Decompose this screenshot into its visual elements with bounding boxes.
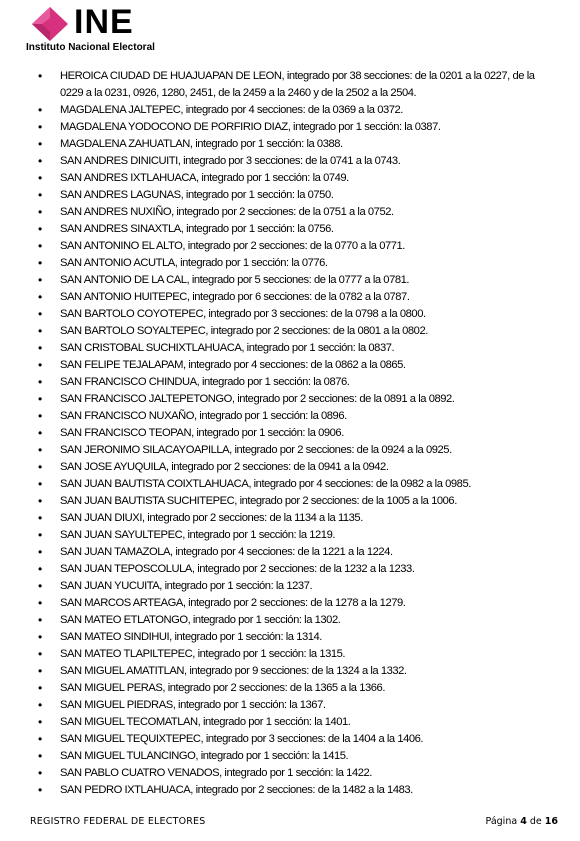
list-item: • SAN FELIPE TEJALAPAM, integrado por 4 secciones: de la 0862 a la 0865. xyxy=(36,357,546,374)
page-indicator xyxy=(486,816,558,827)
list-item: • SAN MIGUEL AMATITLAN, integrado por 9 secciones: de la 1324 a la 1332. xyxy=(36,663,546,680)
list-item: • SAN ANDRES SINAXTLA, integrado por 1 sección: la 0756. xyxy=(36,221,546,238)
list-item: • SAN FRANCISCO NUXAÑO, integrado por 1 sección: la 0896. xyxy=(36,408,546,425)
list-item: • SAN ANDRES IXTLAHUACA, integrado por 1 sección: la 0749. xyxy=(36,170,546,187)
list-item: • SAN JUAN TAMAZOLA, integrado por 4 secciones: de la 1221 a la 1224. xyxy=(36,544,546,561)
list-item: • SAN MIGUEL TULANCINGO, integrado por 1 sección: la 1415. xyxy=(36,748,546,765)
municipality-list xyxy=(36,68,546,799)
list-item: • SAN CRISTOBAL SUCHIXTLAHUACA, integrado por 1 sección: la 0837. xyxy=(36,340,546,357)
list-item: • SAN MIGUEL PIEDRAS, integrado por 1 sección: la 1367. xyxy=(36,697,546,714)
list-item: • SAN FRANCISCO TEOPAN, integrado por 1 sección: la 0906. xyxy=(36,425,546,442)
list-item: • SAN JUAN TEPOSCOLULA, integrado por 2 secciones: de la 1232 a la 1233. xyxy=(36,561,546,578)
list-item: • SAN JUAN BAUTISTA SUCHITEPEC, integrado por 2 secciones: de la 1005 a la 1006. xyxy=(36,493,546,510)
list-item: • SAN JUAN BAUTISTA COIXTLAHUACA, integrado por 4 secciones: de la 0982 a la 0985. xyxy=(36,476,546,493)
list-item: • SAN MATEO ETLATONGO, integrado por 1 sección: la 1302. xyxy=(36,612,546,629)
list-item: • SAN FRANCISCO JALTEPETONGO, integrado por 2 secciones: de la 0891 a la 0892. xyxy=(36,391,546,408)
list-item: • SAN JERONIMO SILACAYOAPILLA, integrado por 2 secciones: de la 0924 a la 0925. xyxy=(36,442,546,459)
list-item: • SAN JUAN DIUXI, integrado por 2 secciones: de la 1134 a la 1135. xyxy=(36,510,546,527)
logo-wordmark: INE xyxy=(74,3,134,41)
institute-name: Instituto Nacional Electoral xyxy=(26,42,155,53)
list-item: • SAN ANDRES NUXIÑO, integrado por 2 secciones: de la 0751 a la 0752. xyxy=(36,204,546,221)
list-item: • SAN MIGUEL PERAS, integrado por 2 secciones: de la 1365 a la 1366. xyxy=(36,680,546,697)
list-item: • SAN MATEO SINDIHUI, integrado por 1 sección: la 1314. xyxy=(36,629,546,646)
list-item: • SAN ANTONIO DE LA CAL, integrado por 5 secciones: de la 0777 a la 0781. xyxy=(36,272,546,289)
list-item: • SAN FRANCISCO CHINDUA, integrado por 1 sección: la 0876. xyxy=(36,374,546,391)
list-item: • SAN ANTONINO EL ALTO, integrado por 2 secciones: de la 0770 a la 0771. xyxy=(36,238,546,255)
list-item: • SAN MIGUEL TEQUIXTEPEC, integrado por 3 secciones: de la 1404 a la 1406. xyxy=(36,731,546,748)
list-item: • SAN JUAN SAYULTEPEC, integrado por 1 sección: la 1219. xyxy=(36,527,546,544)
of-label: de xyxy=(529,816,542,827)
list-item: • SAN JOSE AYUQUILA, integrado por 2 secciones: de la 0941 a la 0942. xyxy=(36,459,546,476)
list-item: • SAN MARCOS ARTEAGA, integrado por 2 secciones: de la 1278 a la 1279. xyxy=(36,595,546,612)
list-item: • MAGDALENA ZAHUATLAN, integrado por 1 sección: la 0388. xyxy=(36,136,546,153)
list-item: • SAN JUAN YUCUITA, integrado por 1 sección: la 1237. xyxy=(36,578,546,595)
list-item: • MAGDALENA YODOCONO DE PORFIRIO DIAZ, integrado por 1 sección: la 0387. xyxy=(36,119,546,136)
page-label: Página xyxy=(485,816,518,827)
list-item: • SAN ANDRES LAGUNAS, integrado por 1 sección: la 0750. xyxy=(36,187,546,204)
list-item: • SAN MIGUEL TECOMATLAN, integrado por 1 sección: la 1401. xyxy=(36,714,546,731)
ine-logo-icon xyxy=(28,6,72,42)
page-footer xyxy=(30,816,558,834)
list-item: • SAN PEDRO IXTLAHUACA, integrado por 2 secciones: de la 1482 a la 1483. xyxy=(36,782,546,799)
list-item: • SAN BARTOLO COYOTEPEC, integrado por 3 secciones: de la 0798 a la 0800. xyxy=(36,306,546,323)
list-item: • SAN ANTONIO ACUTLA, integrado por 1 sección: la 0776. xyxy=(36,255,546,272)
list-item: • SAN ANTONIO HUITEPEC, integrado por 6 secciones: de la 0782 a la 0787. xyxy=(36,289,546,306)
list-item: • SAN ANDRES DINICUITI, integrado por 3 secciones: de la 0741 a la 0743. xyxy=(36,153,546,170)
ine-logo-header xyxy=(22,3,222,54)
list-item: • SAN PABLO CUATRO VENADOS, integrado por 1 sección: la 1422. xyxy=(36,765,546,782)
list-item: • MAGDALENA JALTEPEC, integrado por 4 secciones: de la 0369 a la 0372. xyxy=(36,102,546,119)
list-item: • SAN MATEO TLAPILTEPEC, integrado por 1 sección: la 1315. xyxy=(36,646,546,663)
list-item: • HEROICA CIUDAD DE HUAJUAPAN DE LEON, integrado por 38 secciones: de la 0201 a la 0227, de la 0229 a la 0231, 0926, 1280, 2451, de la 2459 a la 2460 y de la 2502 a la 2504. xyxy=(36,68,546,102)
list-item: • SAN BARTOLO SOYALTEPEC, integrado por 2 secciones: de la 0801 a la 0802. xyxy=(36,323,546,340)
page-number: 4 xyxy=(520,816,527,827)
footer-registry-label: REGISTRO FEDERAL DE ELECTORES xyxy=(30,816,206,827)
total-pages: 16 xyxy=(544,816,558,827)
